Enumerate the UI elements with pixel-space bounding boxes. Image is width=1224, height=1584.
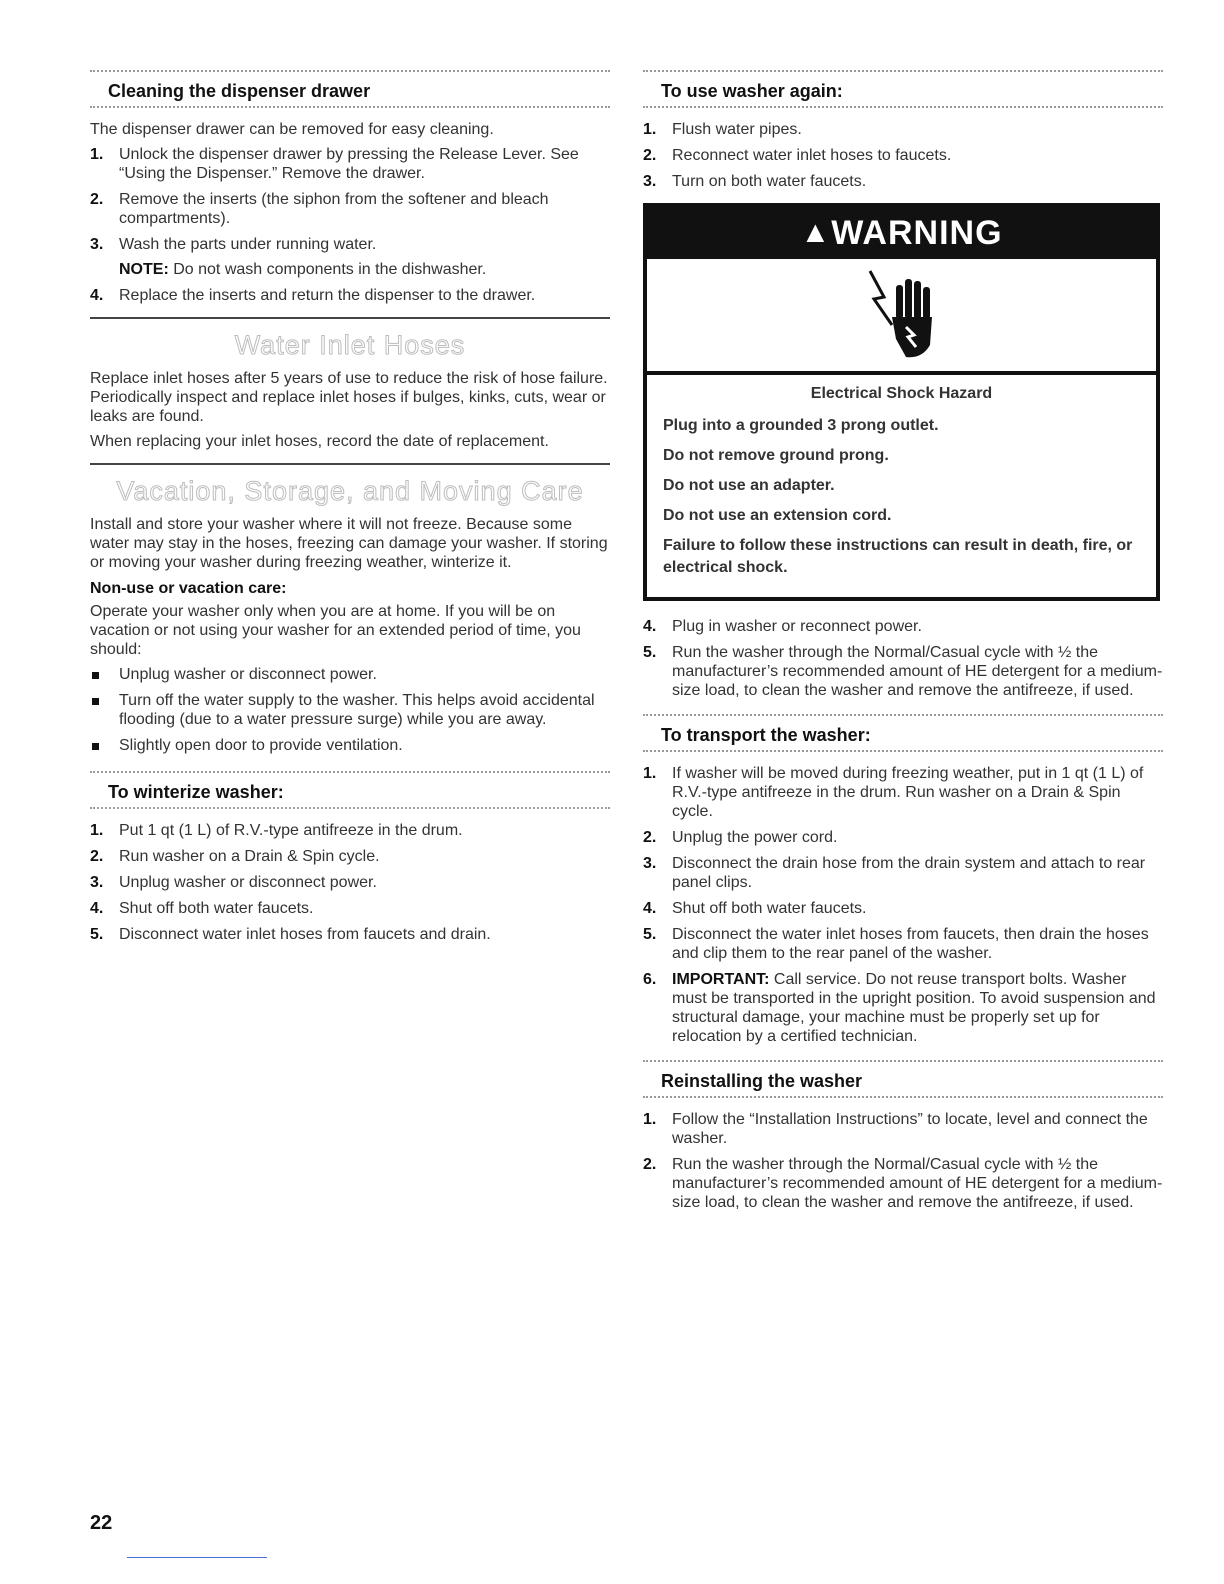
warning-triangle-icon: ▲ xyxy=(800,216,832,249)
list-item: 3. Unplug washer or disconnect power. xyxy=(90,874,377,891)
list-item: 1. If washer will be moved during freezing weather, put in 1 qt (1 L) of R.V.-type antifreeze in the drum. Run washer on a Drain & Spin cycle. xyxy=(643,765,1144,820)
transport-heading: To transport the washer: xyxy=(661,725,871,745)
reinstall-steps xyxy=(643,1110,1163,1212)
left-column xyxy=(90,70,610,951)
list-item: 4. Shut off both water faucets. xyxy=(90,900,314,917)
hazard-title: Electrical Shock Hazard xyxy=(810,385,993,402)
reinstall-heading-block xyxy=(643,1060,1163,1100)
warning-text xyxy=(647,375,1156,597)
hoses-paragraph-1: Replace inlet hoses after 5 years of use to reduce the risk of hose failure. Periodically inspect and replace inlet hoses if bulges, kinks, cuts, wear or leaks are found. xyxy=(90,370,608,425)
list-item: 1. Unlock the dispenser drawer by pressing the Release Lever. See “Using the Dispenser.” Remove the drawer. xyxy=(90,146,579,182)
list-item: Turn off the water supply to the washer. This helps avoid accidental flooding (due to a water pressure surge) while you are away. xyxy=(90,691,610,729)
list-item: 4. Plug in washer or reconnect power. xyxy=(643,618,922,635)
list-item: 5. Run the washer through the Normal/Casual cycle with ½ the manufacturer’s recommended amount of HE detergent for a medium-size load, to clean the washer and remove the antifreeze, if used. xyxy=(643,644,1163,699)
footer-rule xyxy=(127,1557,267,1558)
warning-box xyxy=(643,203,1160,601)
vacation-paragraph: Install and store your washer where it will not freeze. Because some water may stay in the hoses, freezing can damage your washer. If storing or moving your washer during freezing weather, winterize it. xyxy=(90,516,608,571)
list-item: 3. Disconnect the drain hose from the drain system and attach to rear panel clips. xyxy=(643,855,1146,891)
cleaning-steps xyxy=(90,145,610,305)
use-again-steps-continued xyxy=(643,617,1163,700)
list-item: 4. Shut off both water faucets. xyxy=(643,900,867,917)
list-item: 3. Wash the parts under running water. NOTE: Do not wash components in the dishwasher. xyxy=(90,235,610,279)
list-item: 3. Turn on both water faucets. xyxy=(643,173,867,190)
list-item: 2. Unplug the power cord. xyxy=(643,829,838,846)
cleaning-heading-block xyxy=(90,70,610,110)
list-item: Slightly open door to provide ventilation. xyxy=(90,736,610,755)
use-again-heading-block xyxy=(643,70,1163,110)
list-item: 2. Reconnect water inlet hoses to faucets. xyxy=(643,147,952,164)
list-item: 5. Disconnect the water inlet hoses from faucets, then drain the hoses and clip them to the rear panel of the washer. xyxy=(643,926,1149,962)
use-again-steps xyxy=(643,120,1163,191)
list-item: 1. Put 1 qt (1 L) of R.V.-type antifreeze in the drum. xyxy=(90,822,463,839)
list-item: 4. Replace the inserts and return the dispenser to the drawer. xyxy=(90,287,536,304)
list-item: 2. Remove the inserts (the siphon from the softener and bleach compartments). xyxy=(90,191,549,227)
hazard-line: Do not use an adapter. xyxy=(663,477,835,494)
winterize-heading: To winterize washer: xyxy=(108,782,284,802)
list-item: Unplug washer or disconnect power. xyxy=(90,665,610,684)
electrical-shock-hand-icon xyxy=(862,267,942,363)
reinstall-heading: Reinstalling the washer xyxy=(661,1071,863,1091)
hazard-line: Failure to follow these instructions can result in death, fire, or electrical shock. xyxy=(663,537,1133,576)
right-column xyxy=(643,70,1163,1219)
warning-icon-area xyxy=(647,259,1156,375)
winterize-heading-block xyxy=(90,771,610,811)
page-number: 22 xyxy=(90,1512,113,1534)
list-item: 6. IMPORTANT: Call service. Do not reuse transport bolts. Washer must be transported in the upright position. To avoid suspension and structural damage, your machine must be properly set up for relocation by a certified technician. xyxy=(643,971,1156,1045)
cleaning-note: NOTE: Do not wash components in the dishwasher. xyxy=(119,261,487,278)
hazard-line: Do not use an extension cord. xyxy=(663,507,892,524)
transport-heading-block xyxy=(643,714,1163,754)
hazard-line: Plug into a grounded 3 prong outlet. xyxy=(663,417,939,434)
warning-label: WARNING xyxy=(831,214,1003,252)
transport-steps xyxy=(643,764,1163,1046)
section-divider xyxy=(90,463,610,465)
nonuse-bullets xyxy=(90,665,610,755)
hoses-paragraph-2: When replacing your inlet hoses, record the date of replacement. xyxy=(90,433,549,450)
list-item: 5. Disconnect water inlet hoses from faucets and drain. xyxy=(90,926,491,943)
use-again-heading: To use washer again: xyxy=(661,81,843,101)
list-item: 1. Follow the “Installation Instructions” to locate, level and connect the washer. xyxy=(643,1111,1148,1147)
hoses-section-title: Water Inlet Hoses xyxy=(234,330,466,360)
nonuse-heading: Non-use or vacation care: xyxy=(90,580,287,597)
vacation-section-title: Vacation, Storage, and Moving Care xyxy=(116,476,584,506)
cleaning-heading: Cleaning the dispenser drawer xyxy=(108,81,371,101)
section-divider xyxy=(90,317,610,319)
list-item: 2. Run washer on a Drain & Spin cycle. xyxy=(90,848,380,865)
cleaning-intro: The dispenser drawer can be removed for easy cleaning. xyxy=(90,121,494,138)
warning-header xyxy=(647,207,1156,259)
list-item: 2. Run the washer through the Normal/Casual cycle with ½ the manufacturer’s recommended amount of HE detergent for a medium-size load, to clean the washer and remove the antifreeze, if used. xyxy=(643,1156,1163,1211)
nonuse-paragraph: Operate your washer only when you are at home. If you will be on vacation or not using your washer for an extended period of time, you should: xyxy=(90,603,581,658)
list-item: 1. Flush water pipes. xyxy=(643,121,802,138)
winterize-steps xyxy=(90,821,610,944)
hazard-line: Do not remove ground prong. xyxy=(663,447,889,464)
